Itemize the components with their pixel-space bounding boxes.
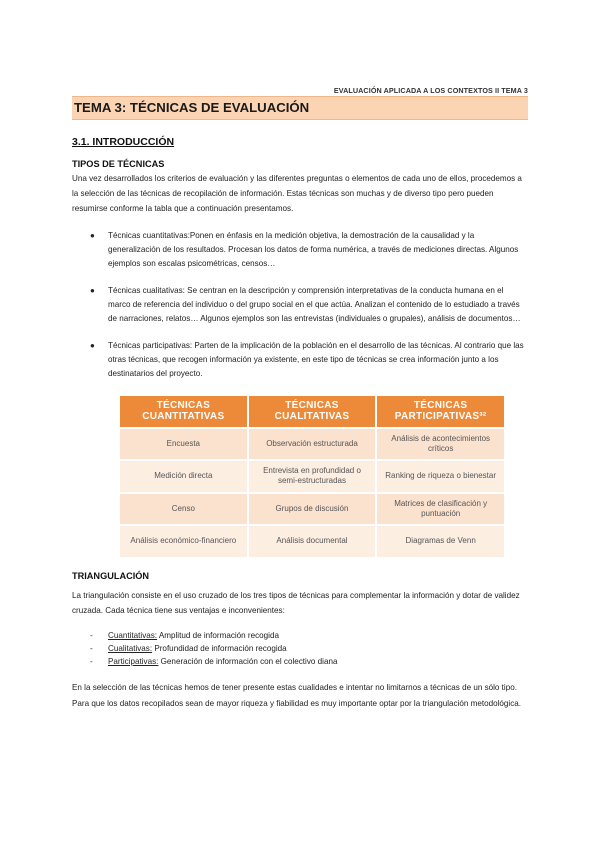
- triangulation-list: [72, 630, 528, 668]
- item-text: Generación de información con el colectivo diana: [158, 656, 338, 666]
- table-cell: Entrevista en profundidad o semi-estructuradas: [249, 461, 376, 492]
- table-cell: Análisis económico-financiero: [120, 526, 247, 557]
- chapter-title-bar: [72, 96, 528, 120]
- table-cell: Análisis de acontecimientos críticos: [377, 429, 504, 460]
- list-item: [72, 284, 528, 326]
- table-header-cell: TÉCNICAS PARTICIPATIVAS³²: [377, 396, 504, 427]
- bullet-icon: ●: [90, 340, 95, 350]
- item-label: Cuantitativas:: [108, 631, 158, 641]
- list-item: [72, 643, 528, 656]
- table-cell: Observación estructurada: [249, 429, 376, 460]
- technique-list: [72, 229, 528, 381]
- chapter-title: TEMA 3: TÉCNICAS DE EVALUACIÓN: [74, 100, 310, 115]
- list-item: [72, 229, 528, 271]
- list-item-text: Técnicas cuantitativas:Ponen en énfasis en la medición objetiva, la demostración de la causalidad y la generalización de los resultados. Procesan los datos de forma numérica, a través de mediciones directas. Algunos ejemplos son escalas psicométricas, censos…: [108, 230, 519, 268]
- triangulation-intro: La triangulación consiste en el uso cruzado de los tres tipos de técnicas para complementar la información y dotar de validez cruzada. Cada técnica tiene sus ventajas e inconvenientes:: [72, 590, 520, 615]
- bullet-icon: ●: [90, 285, 95, 295]
- item-text: Profundidad de información recogida: [152, 643, 287, 653]
- running-header: EVALUACIÓN APLICADA A LOS CONTEXTOS II TEMA 3: [333, 86, 528, 95]
- table-header-cell: TÉCNICAS CUANTITATIVAS: [120, 396, 247, 427]
- table-cell: Censo: [120, 494, 247, 525]
- dash-icon: -: [90, 643, 93, 653]
- table-cell: Grupos de discusión: [249, 494, 376, 525]
- list-item: [72, 656, 528, 669]
- item-text: Amplitud de información recogida: [157, 631, 279, 641]
- triangulation-title: TRIANGULACIÓN: [72, 570, 150, 581]
- table-cell: Medición directa: [120, 461, 247, 492]
- item-label: Cualitativas:: [108, 643, 153, 653]
- table-cell: Ranking de riqueza o bienestar: [377, 461, 504, 492]
- dash-icon: -: [90, 656, 93, 666]
- main-content: [72, 136, 528, 711]
- table-cell: Diagramas de Venn: [377, 526, 504, 557]
- closing-paragraph: En la selección de las técnicas hemos de tener presente estas cualidades e intentar no limitarnos a técnicas de un sólo tipo. Para que los datos recopilados sean de mayor riqueza y fiabilidad es muy importante optar por la triangulación metodológica.: [72, 683, 522, 708]
- section-subtitle: TIPOS DE TÉCNICAS: [72, 159, 165, 169]
- table-header-cell: TÉCNICAS CUALITATIVAS: [249, 396, 376, 427]
- table-cell: Encuesta: [120, 429, 247, 460]
- table-cell: Análisis documental: [249, 526, 376, 557]
- list-item-text: Técnicas participativas: Parten de la implicación de la población en el desarrollo de las técnicas. Al contrario que las otras técnicas, que recogen información ya existente, en este tipo de técnicas se crea información junto a los destinatarios del proyecto.: [108, 340, 524, 378]
- techniques-table: [120, 396, 504, 557]
- intro-paragraph: Una vez desarrollados los criterios de evaluación y las diferentes preguntas o elementos de cada uno de ellos, procedemos a la selección de las técnicas de recopilación de información. Estas técnicas son muchas y de diverso tipo pero pueden resumirse conforme la tabla que a continuación presentamos.: [72, 174, 522, 214]
- bullet-icon: ●: [90, 230, 95, 240]
- dash-icon: -: [90, 631, 93, 641]
- list-item: [72, 630, 528, 643]
- list-item: [72, 339, 528, 381]
- list-item-text: Técnicas cualitativas: Se centran en la descripción y comprensión interpretativas de la conducta humana en el marco de referencia del individuo o del grupo social en el que actúa. Analizan el contenido de lo estudiado a través de narraciones, relatos… Algunos ejemplos son las entrevistas (individuales o grupales), análisis de documentos…: [108, 285, 521, 323]
- item-label: Participativas:: [108, 656, 159, 666]
- table-cell: Matrices de clasificación y puntuación: [377, 494, 504, 525]
- section-title: 3.1. INTRODUCCIÓN: [72, 136, 175, 148]
